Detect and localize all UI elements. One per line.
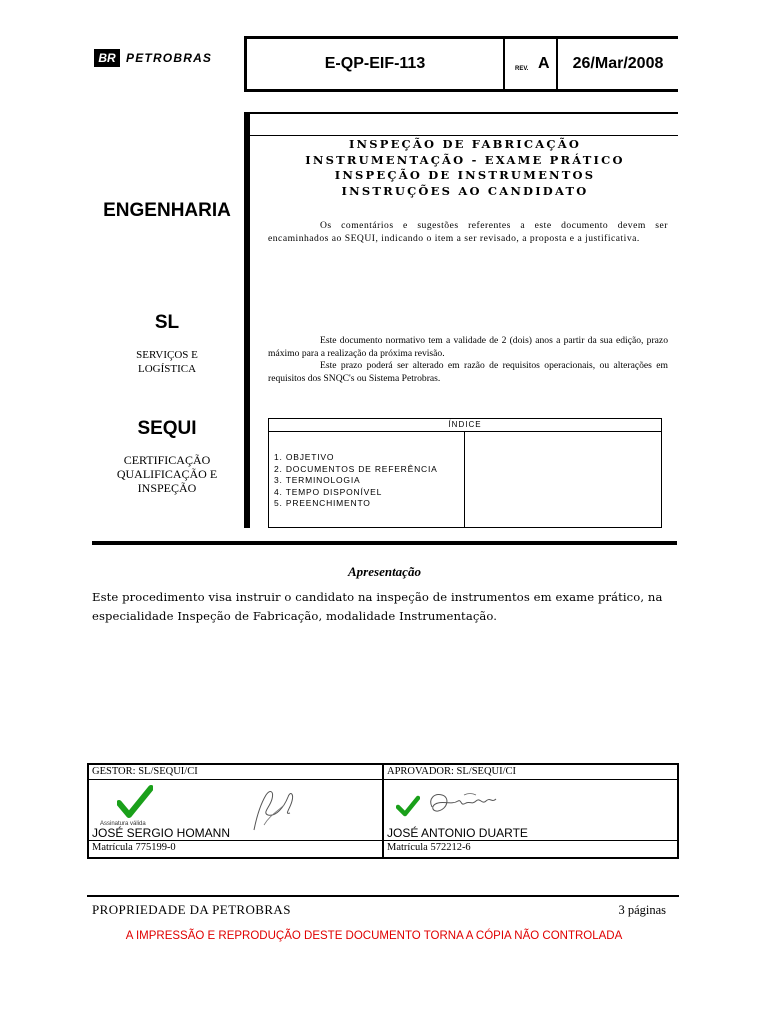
- row-divider: [89, 779, 382, 780]
- title-line: INSTRUMENTAÇÃO - EXAME PRÁTICO: [305, 152, 625, 167]
- index-item[interactable]: 4. TEMPO DISPONÍVEL: [274, 486, 383, 497]
- document-title: [252, 137, 678, 199]
- index-item[interactable]: 3. TERMINOLOGIA: [274, 475, 361, 485]
- presentation-heading: Apresentação: [348, 564, 421, 579]
- manager-role: GESTOR: SL/SEQUI/CI: [92, 766, 198, 777]
- document-code: E-QP-EIF-113: [247, 39, 505, 89]
- manager-signature-cell: [89, 765, 384, 857]
- row-divider: [89, 840, 382, 841]
- comments-note: [268, 220, 668, 245]
- approver-signature-cell: [384, 765, 677, 857]
- copy-warning: A IMPRESSÃO E REPRODUÇÃO DESTE DOCUMENTO TORNA A CÓPIA NÃO CONTROLADA: [125, 930, 623, 942]
- valid-signature-note: Assinatura válida: [100, 821, 146, 827]
- index-item[interactable]: 1. OBJETIVO: [274, 452, 335, 462]
- br-logo-mark: BR: [94, 49, 120, 67]
- index-list: [274, 452, 438, 510]
- manager-name: JOSÉ SERGIO HOMANN: [92, 826, 231, 840]
- revision-value: A: [538, 55, 550, 72]
- signature-table: [87, 763, 679, 859]
- petrobras-logo: [94, 48, 212, 68]
- row-divider: [384, 840, 677, 841]
- section-separator: [92, 541, 677, 545]
- title-line: INSTRUÇÕES AO CANDIDATO: [341, 183, 589, 198]
- unit-description: [94, 348, 240, 376]
- row-divider: [384, 779, 677, 780]
- index-item[interactable]: 5. PREENCHIMENTO: [274, 498, 371, 508]
- sector-code: SEQUI: [137, 418, 197, 439]
- revision-cell: [505, 39, 558, 89]
- handwritten-signature-icon: [244, 785, 304, 835]
- unit-desc-line: LOGÍSTICA: [137, 363, 197, 375]
- sector-description: [94, 453, 240, 495]
- check-icon: [396, 795, 420, 817]
- title-top-rule: [250, 112, 678, 114]
- handwritten-signature-icon: [424, 789, 499, 819]
- index-item[interactable]: 2. DOCUMENTOS DE REFERÊNCIA: [274, 463, 438, 474]
- manager-registration: Matrícula 775199-0: [92, 842, 176, 853]
- sector-desc-line: CERTIFICAÇÃO: [123, 453, 211, 467]
- logo-name: PETROBRAS: [126, 51, 213, 65]
- index-box: [268, 418, 662, 528]
- vertical-divider: [244, 112, 250, 528]
- department-label: ENGENHARIA: [103, 200, 231, 221]
- index-list-cell: [269, 432, 465, 527]
- comments-text: Os comentários e sugestões referentes a este documento devem ser encaminhados ao SEQUI, indicando o item a ser revisado, a proposta e a justificativa.: [268, 220, 668, 244]
- document-header: [244, 36, 678, 92]
- approver-name: JOSÉ ANTONIO DUARTE: [387, 826, 528, 840]
- revision-label: REV.: [515, 66, 529, 72]
- title-line: INSPEÇÃO DE INSTRUMENTOS: [334, 168, 596, 182]
- property-label: PROPRIEDADE DA PETROBRAS: [92, 902, 291, 917]
- title-second-rule: [250, 135, 678, 136]
- presentation-text: Este procedimento visa instruir o candidato na inspeção de instrumentos em exame prático, na especialidade Inspeção de Fabricação, modalidade Instrumentação.: [92, 590, 663, 623]
- change-text: Este prazo poderá ser alterado em razão de requisitos operacionais, ou alterações em requisitos dos SNQC's ou Sistema Petrobras.: [268, 360, 668, 384]
- document-date: 26/Mar/2008: [572, 55, 664, 72]
- sector-desc-line: INSPEÇÃO: [137, 481, 197, 495]
- title-line: INSPEÇÃO DE FABRICAÇÃO: [348, 137, 582, 151]
- approver-registration: Matrícula 572212-6: [387, 842, 471, 853]
- footer-rule: [87, 895, 679, 897]
- check-icon: [117, 785, 153, 819]
- index-heading: ÍNDICE: [269, 419, 661, 432]
- page-count: 3 páginas: [618, 903, 666, 917]
- validity-text: Este documento normativo tem a validade de 2 (dois) anos a partir da sua edição, prazo máximo para a realização da próxima revisão.: [268, 335, 668, 359]
- sector-desc-line: QUALIFICAÇÃO E: [116, 467, 218, 481]
- approver-role: APROVADOR: SL/SEQUI/CI: [387, 766, 517, 777]
- unit-code: SL: [154, 312, 180, 333]
- validity-note: [268, 335, 668, 385]
- unit-desc-line: SERVIÇOS E: [136, 349, 198, 361]
